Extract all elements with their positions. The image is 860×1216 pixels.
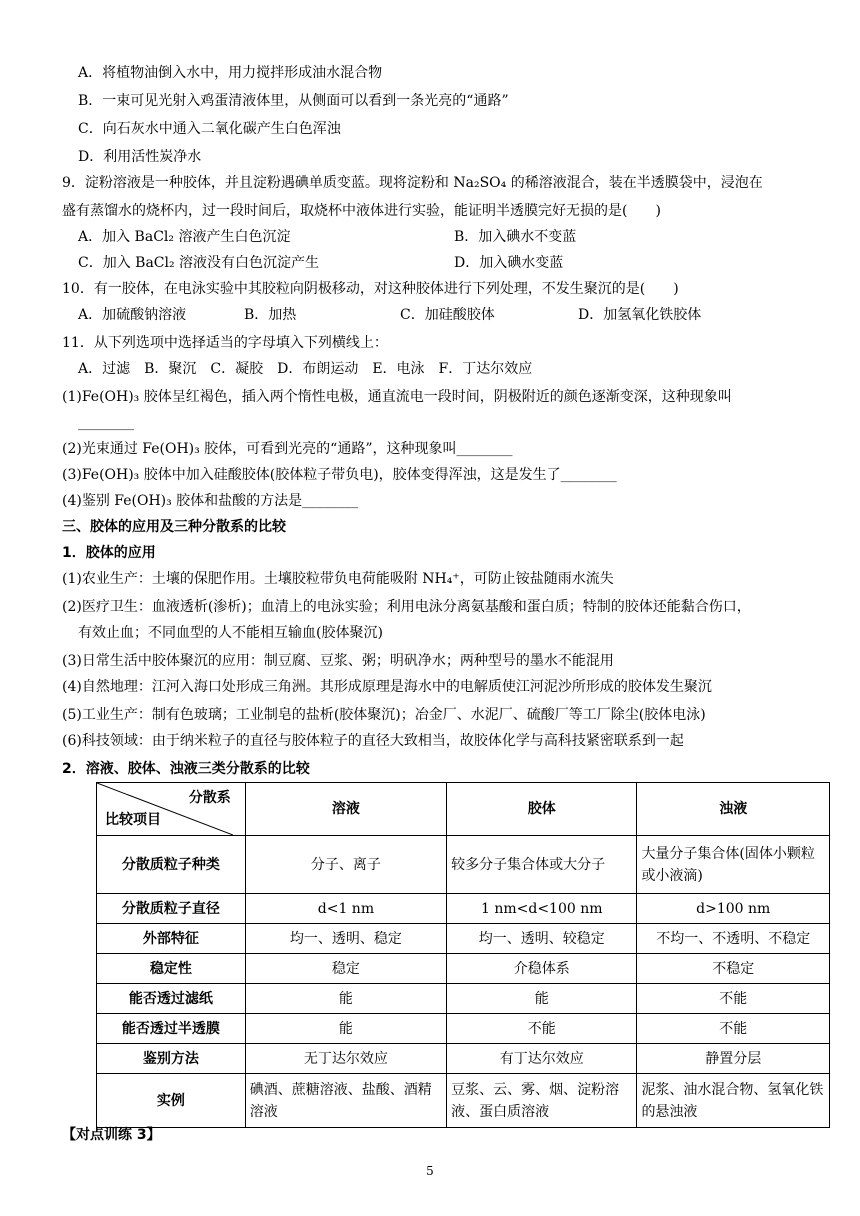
table-cell: 分子、离子 — [245, 836, 446, 894]
column-header-colloid: 胶体 — [447, 783, 637, 836]
application-item-2-cont: 有效止血；不同血型的人不能相互输血(胶体聚沉) — [78, 625, 383, 641]
application-item-5: (5)工业生产：制有色玻璃；工业制皂的盐析(胶体聚沉)；冶金厂、水泥厂、硫酸厂等工厂除尘(胶体电泳) — [62, 707, 706, 723]
q8-option-b: B．一束可见光射入鸡蛋清液体里，从侧面可以看到一条光亮的“通路” — [78, 93, 509, 109]
table-row — [97, 1044, 830, 1074]
q11-options: A．过滤 B．聚沉 C．凝胶 D．布朗运动 E．电泳 F．丁达尔效应 — [78, 361, 533, 377]
section3-title: 三、胶体的应用及三种分散系的比较 — [62, 519, 286, 535]
training-label: 【对点训练 3】 — [62, 1127, 161, 1143]
table-corner-cell — [97, 783, 246, 836]
table-cell: 1 nm<d<100 nm — [447, 894, 637, 924]
table-cell: d>100 nm — [637, 894, 830, 924]
row-header: 分散质粒子种类 — [97, 836, 246, 894]
q11-part1-line1: (1)Fe(OH)₃ 胶体呈红褐色，插入两个惰性电极，通直流电一段时间，阴极附近的颜色逐渐变深，这种现象叫 — [62, 389, 732, 405]
q11-part2: (2)光束通过 Fe(OH)₃ 胶体，可看到光亮的“通路”，这种现象叫________ — [62, 441, 513, 457]
table-row — [97, 1014, 830, 1044]
q9-option-a: A．加入 BaCl₂ 溶液产生白色沉淀 — [78, 229, 291, 245]
q11-part4: (4)鉴别 Fe(OH)₃ 胶体和盐酸的方法是________ — [62, 493, 359, 509]
table-cell: 不能 — [637, 984, 830, 1014]
section3-sub1: 1．胶体的应用 — [62, 545, 156, 561]
application-item-2: (2)医疗卫生：血液透析(渗析)；血清上的电泳实验；利用电泳分离氨基酸和蛋白质；特制的胶体还能黏合伤口， — [62, 599, 751, 615]
q8-option-a: A．将植物油倒入水中，用力搅拌形成油水混合物 — [78, 65, 383, 81]
dispersion-comparison-table — [96, 782, 830, 1128]
row-header: 实例 — [97, 1074, 246, 1128]
table-cell: 不能 — [637, 1014, 830, 1044]
q10-stem: 10．有一胶体，在电泳实验中其胶粒向阴极移动，对这种胶体进行下列处理，不发生聚沉的是( ) — [62, 281, 679, 297]
q11-stem: 11．从下列选项中选择适当的字母填入下列横线上： — [62, 335, 388, 351]
row-header: 能否透过半透膜 — [97, 1014, 246, 1044]
table-cell: d<1 nm — [245, 894, 446, 924]
q9-stem-line1: 9．淀粉溶液是一种胶体，并且淀粉遇碘单质变蓝。现将淀粉和 Na₂SO₄ 的稀溶液混合，装在半透膜袋中，浸泡在 — [62, 175, 763, 191]
q9-option-c: C．加入 BaCl₂ 溶液没有白色沉淀产生 — [78, 255, 320, 271]
row-header: 外部特征 — [97, 924, 246, 954]
table-cell: 大量分子集合体(固体小颗粒或小液滴) — [637, 836, 830, 894]
table-cell: 能 — [245, 1014, 446, 1044]
q8-option-c: C．向石灰水中通入二氧化碳产生白色浑浊 — [78, 121, 341, 137]
corner-top-label: 分散系 — [188, 790, 231, 806]
column-header-suspension: 浊液 — [637, 783, 830, 836]
table-header-row — [97, 783, 830, 836]
q11-part1-blank: ________ — [78, 415, 134, 431]
table-row — [97, 1074, 830, 1128]
q11-part3: (3)Fe(OH)₃ 胶体中加入硅酸胶体(胶体粒子带负电)，胶体变得浑浊，这是发生了________ — [62, 467, 617, 483]
section3-sub2: 2．溶液、胶体、浊液三类分散系的比较 — [62, 761, 310, 777]
q9-option-d: D．加入碘水变蓝 — [454, 255, 564, 271]
table-cell: 无丁达尔效应 — [245, 1044, 446, 1074]
table-cell: 较多分子集合体或大分子 — [447, 836, 637, 894]
row-header: 鉴别方法 — [97, 1044, 246, 1074]
table-cell: 有丁达尔效应 — [447, 1044, 637, 1074]
q9-stem-line2: 盛有蒸馏水的烧杯内，过一段时间后，取烧杯中液体进行实验，能证明半透膜完好无损的是( ) — [62, 203, 661, 219]
application-item-4: (4)自然地理：江河入海口处形成三角洲。其形成原理是海水中的电解质使江河泥沙所形成的胶体发生聚沉 — [62, 679, 712, 695]
table-cell: 均一、透明、较稳定 — [447, 924, 637, 954]
application-item-1: (1)农业生产：土壤的保肥作用。土壤胶粒带负电荷能吸附 NH₄⁺，可防止铵盐随雨水流失 — [62, 571, 614, 587]
q10-option-d: D．加氢氧化铁胶体 — [578, 307, 702, 323]
table-cell: 豆浆、云、雾、烟、淀粉溶液、蛋白质溶液 — [447, 1074, 637, 1128]
corner-bottom-label: 比较项目 — [105, 812, 161, 828]
table-cell: 稳定 — [245, 954, 446, 984]
table-row — [97, 924, 830, 954]
table-cell: 静置分层 — [637, 1044, 830, 1074]
table-cell: 泥浆、油水混合物、氢氧化铁的悬浊液 — [637, 1074, 830, 1128]
table-cell: 均一、透明、稳定 — [245, 924, 446, 954]
table-cell: 能 — [245, 984, 446, 1014]
column-header-solution: 溶液 — [245, 783, 446, 836]
q10-option-c: C．加硅酸胶体 — [400, 307, 495, 323]
row-header: 能否透过滤纸 — [97, 984, 246, 1014]
application-item-6: (6)科技领域：由于纳米粒子的直径与胶体粒子的直径大致相当，故胶体化学与高科技紧密联系到一起 — [62, 733, 684, 749]
table-row — [97, 836, 830, 894]
table-cell: 不均一、不透明、不稳定 — [637, 924, 830, 954]
table-row — [97, 954, 830, 984]
q10-option-b: B．加热 — [244, 307, 297, 323]
q10-option-a: A．加硫酸钠溶液 — [78, 307, 187, 323]
table-row — [97, 984, 830, 1014]
row-header: 分散质粒子直径 — [97, 894, 246, 924]
table-cell: 不能 — [447, 1014, 637, 1044]
table-cell: 不稳定 — [637, 954, 830, 984]
table-cell: 碘酒、蔗糖溶液、盐酸、酒精溶液 — [245, 1074, 446, 1128]
q8-option-d: D．利用活性炭净水 — [78, 149, 202, 165]
row-header: 稳定性 — [97, 954, 246, 984]
page-number: 5 — [426, 1164, 434, 1178]
q9-option-b: B．加入碘水不变蓝 — [454, 229, 577, 245]
table-cell: 能 — [447, 984, 637, 1014]
table-row — [97, 894, 830, 924]
application-item-3: (3)日常生活中胶体聚沉的应用：制豆腐、豆浆、粥；明矾净水；两种型号的墨水不能混用 — [62, 653, 614, 669]
table-cell: 介稳体系 — [447, 954, 637, 984]
